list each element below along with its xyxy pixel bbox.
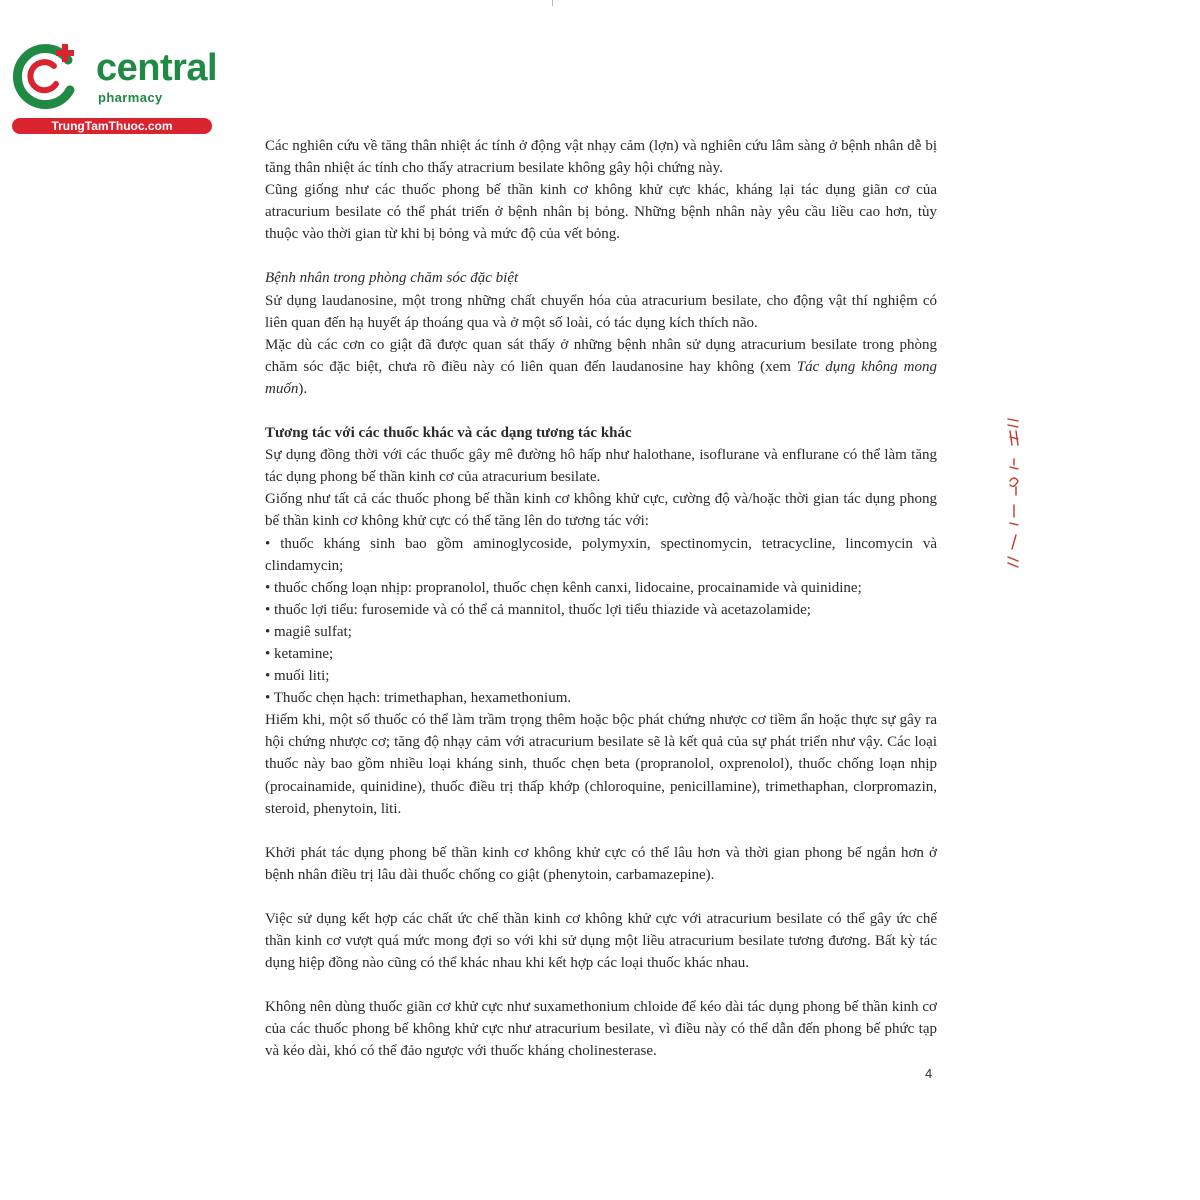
icu-paragraph-2-end: ). — [298, 380, 308, 397]
bullet-item: • thuốc lợi tiểu: furosemide và có thể cả mannitol, thuốc lợi tiểu thiazide và acetazolamide; — [265, 601, 811, 618]
bullet-item: • muối liti; — [265, 668, 330, 685]
central-pharmacy-logo[interactable] — [10, 38, 218, 138]
icu-paragraph-2-text: Mặc dù các cơn co giật đã được quan sát thấy ở những bệnh nhân sử dụng atracurium besilate trong phòng chăm sóc đặc biệt, chưa rõ điều này có liên quan đến laudanosine hay không (xem — [265, 336, 937, 375]
interactions-paragraph-3: Hiếm khi, một số thuốc có thể làm trầm trọng thêm hoặc bộc phát chứng nhược cơ tiềm ẩn hoặc thực sự gây ra hội chứng nhược cơ; tăng độ nhạy cảm với atracurium besilate sẽ là kết quả của sự phát triển như vậy. Các loại thuốc này bao gồm nhiều loại kháng sinh, thuốc chẹn beta (propranolol, oxprenolol), thuốc chống loạn nhịp (procainamide, quinidine), thuốc điều trị thấp khớp (chloroquine, penicillamine), trimethaphan, clorpromazin, steroid, phenytoin, liti. — [265, 712, 937, 817]
icu-paragraph-1: Sử dụng laudanosine, một trong những chất chuyển hóa của atracurium besilate, cho động vật thí nghiệm có liên quan đến hạ huyết áp thoáng qua và ở một số loài, có tác dụng kích thích não. — [265, 292, 937, 331]
icu-heading: Bệnh nhân trong phòng chăm sóc đặc biệt — [265, 270, 519, 287]
page-number: 4 — [925, 1066, 933, 1081]
interactions-paragraph-5: Việc sử dụng kết hợp các chất ức chế thần kinh cơ không khử cực với atracurium besilate có thể gây ức chế thần kinh cơ vượt quá mức mong đợi so với khi sử dụng một liều atracurium besilate tương đương. Bất kỳ tác dụng hiệp đồng nào cũng có thể khác nhau khi kết hợp các loại thuốc khác nhau. — [265, 910, 937, 972]
document-body — [265, 135, 937, 1062]
bullet-item: • thuốc kháng sinh bao gồm aminoglycoside, polymyxin, spectinomycin, tetracycline, lincomycin và clindamycin; — [265, 535, 937, 574]
interactions-paragraph-1: Sự dụng đồng thời với các thuốc gây mê đường hô hấp như halothane, isoflurane và enflurane có thể làm tăng tác dụng phong bế thần kinh cơ của atracurium besilate. — [265, 447, 937, 486]
interactions-heading: Tương tác với các thuốc khác và các dạng tương tác khác — [265, 425, 632, 442]
interactions-paragraph-2: Giống như tất cả các thuốc phong bế thần kinh cơ không khử cực, cường độ và/hoặc thời gian tác dụng phong bế thần kinh cơ không khử cực có thể tăng lên do tương tác với: — [265, 491, 937, 530]
logo-brand-text: central — [96, 47, 218, 89]
bullet-item: • magiê sulfat; — [265, 623, 352, 640]
logo-tagline: pharmacy — [98, 90, 163, 105]
cross-reference: Tác dụng không mong muốn — [265, 358, 937, 397]
interactions-paragraph-6: Không nên dùng thuốc giãn cơ khử cực như suxamethonium chloide để kéo dài tác dụng phong bế thần kinh cơ của các thuốc phong bế không khử cực như atracurium besilate, vì điều này có thể dẫn đến phong bế phức tạp và kéo dài, khó có thể đảo ngược với thuốc kháng cholinesterase. — [265, 999, 937, 1060]
scan-mark — [552, 0, 553, 6]
pharmacy-cross-icon — [10, 38, 90, 118]
bullet-item: • ketamine; — [265, 645, 334, 662]
bullet-item: • Thuốc chẹn hạch: trimethaphan, hexamethonium. — [265, 690, 572, 707]
icu-paragraph-2 — [265, 334, 937, 400]
bullet-item: • thuốc chống loạn nhịp: propranolol, thuốc chẹn kênh canxi, lidocaine, procainamide và quinidine; — [265, 579, 862, 596]
interactions-paragraph-4: Khởi phát tác dụng phong bế thần kinh cơ không khử cực có thể lâu hơn và thời gian phong bế ngắn hơn ở bệnh nhân điều trị lâu dài thuốc chống co giật (phenytoin, carbamazepine). — [265, 844, 937, 883]
handwritten-margin-mark — [1000, 415, 1030, 575]
logo-url-badge[interactable]: TrungTamThuoc.com — [12, 118, 212, 134]
intro-paragraph-2: Cũng giống như các thuốc phong bế thần kinh cơ không khử cực khác, kháng lại tác dụng giãn cơ của atracurium besilate có thể phát triển ở bệnh nhân bị bỏng. Những bệnh nhân này yêu cầu liều cao hơn, tùy thuộc vào thời gian từ khi bị bỏng và mức độ của vết bỏng. — [265, 182, 937, 243]
intro-paragraph-1: Các nghiên cứu về tăng thân nhiệt ác tính ở động vật nhạy cảm (lợn) và nghiên cứu lâm sàng ở bệnh nhân dễ bị tăng thân nhiệt ác tính cho thấy atracrium besilate không gây hội chứng này. — [265, 138, 937, 177]
